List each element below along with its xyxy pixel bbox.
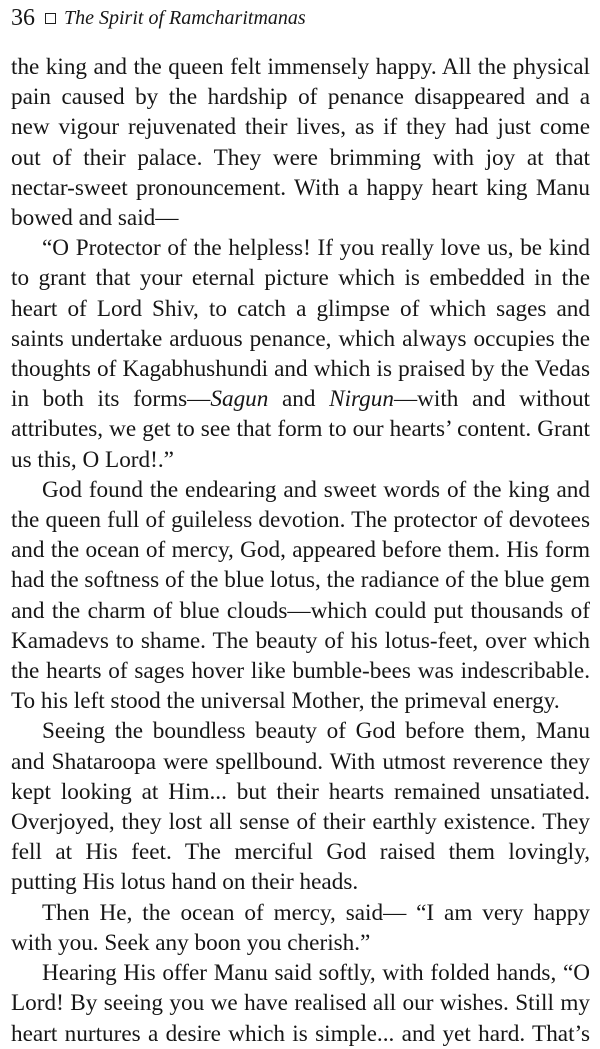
page-number: 36 [11,5,35,31]
paragraph-continued: the king and the queen felt immensely happy. All the physical pain caused by the hardship of penance disappeared and a new vigour rejuvenated their lives, as if they had just come out of their palace. They were brimming with joy at that nectar-sweet pronouncement. With a happy heart king Manu bowed and said— [11,54,590,232]
paragraph-manu-request-ending: —with and without attributes, we get to see that form to our hearts’ content. Grant us this, O Lord!.” [11,386,590,473]
paragraph-manu-request-text: “O Protector of the helpless! If you really love us, be kind to grant that your eternal picture which is embedded in the heart of Lord Shiv, to catch a glimpse of which sages and saints undertake arduous penance, which always occupies the thoughts of Kagabhushundi and which is praised by the Vedas in both its forms— [11,235,590,413]
paragraph-god-appears: God found the endearing and sweet words of the king and the queen full of guileless devotion. The protector of devotees and the ocean of mercy, God, appeared before them. His form had the softness of the blue lotus, the radiance of the blue gem and the charm of blue clouds—which could put thousands of Kamadevs to shame. The beauty of his lotus-feet, over which the hearts of sages hover like bumble-bees was indescribable. To his left stood the universal Mother, the primeval energy. [11,476,590,715]
paragraph-manu-request [11,233,590,475]
book-title: The Spirit of Ramcharitmanas [64,7,306,29]
paragraph-conjunction: and [268,386,330,413]
paragraph-manu-shataroopa: Seeing the boundless beauty of God before them, Manu and Shataroopa were spellbound. With utmost reverence they kept looking at Him... but their hearts remained unsatiated. Overjoyed, they lost all sense of their earthly existence. They fell at His feet. The merciful God raised them lovingly, putting His lotus hand on their heads. [11,718,590,896]
term-nirgun: Nirgun [329,386,394,413]
term-sagun: Sagun [210,386,269,413]
running-header [11,6,590,30]
paragraph-manu-reply: Hearing His offer Manu said softly, with folded hands, “O Lord! By seeing you we have realised all our wishes. Still my heart nurtures a desire which is simple... and yet hard. That’s [11,960,590,1047]
paragraph-boon-offer: Then He, the ocean of mercy, said— “I am very happy with you. Seek any boon you cherish.” [11,899,590,956]
square-icon [45,13,56,24]
body-text [11,52,590,1049]
